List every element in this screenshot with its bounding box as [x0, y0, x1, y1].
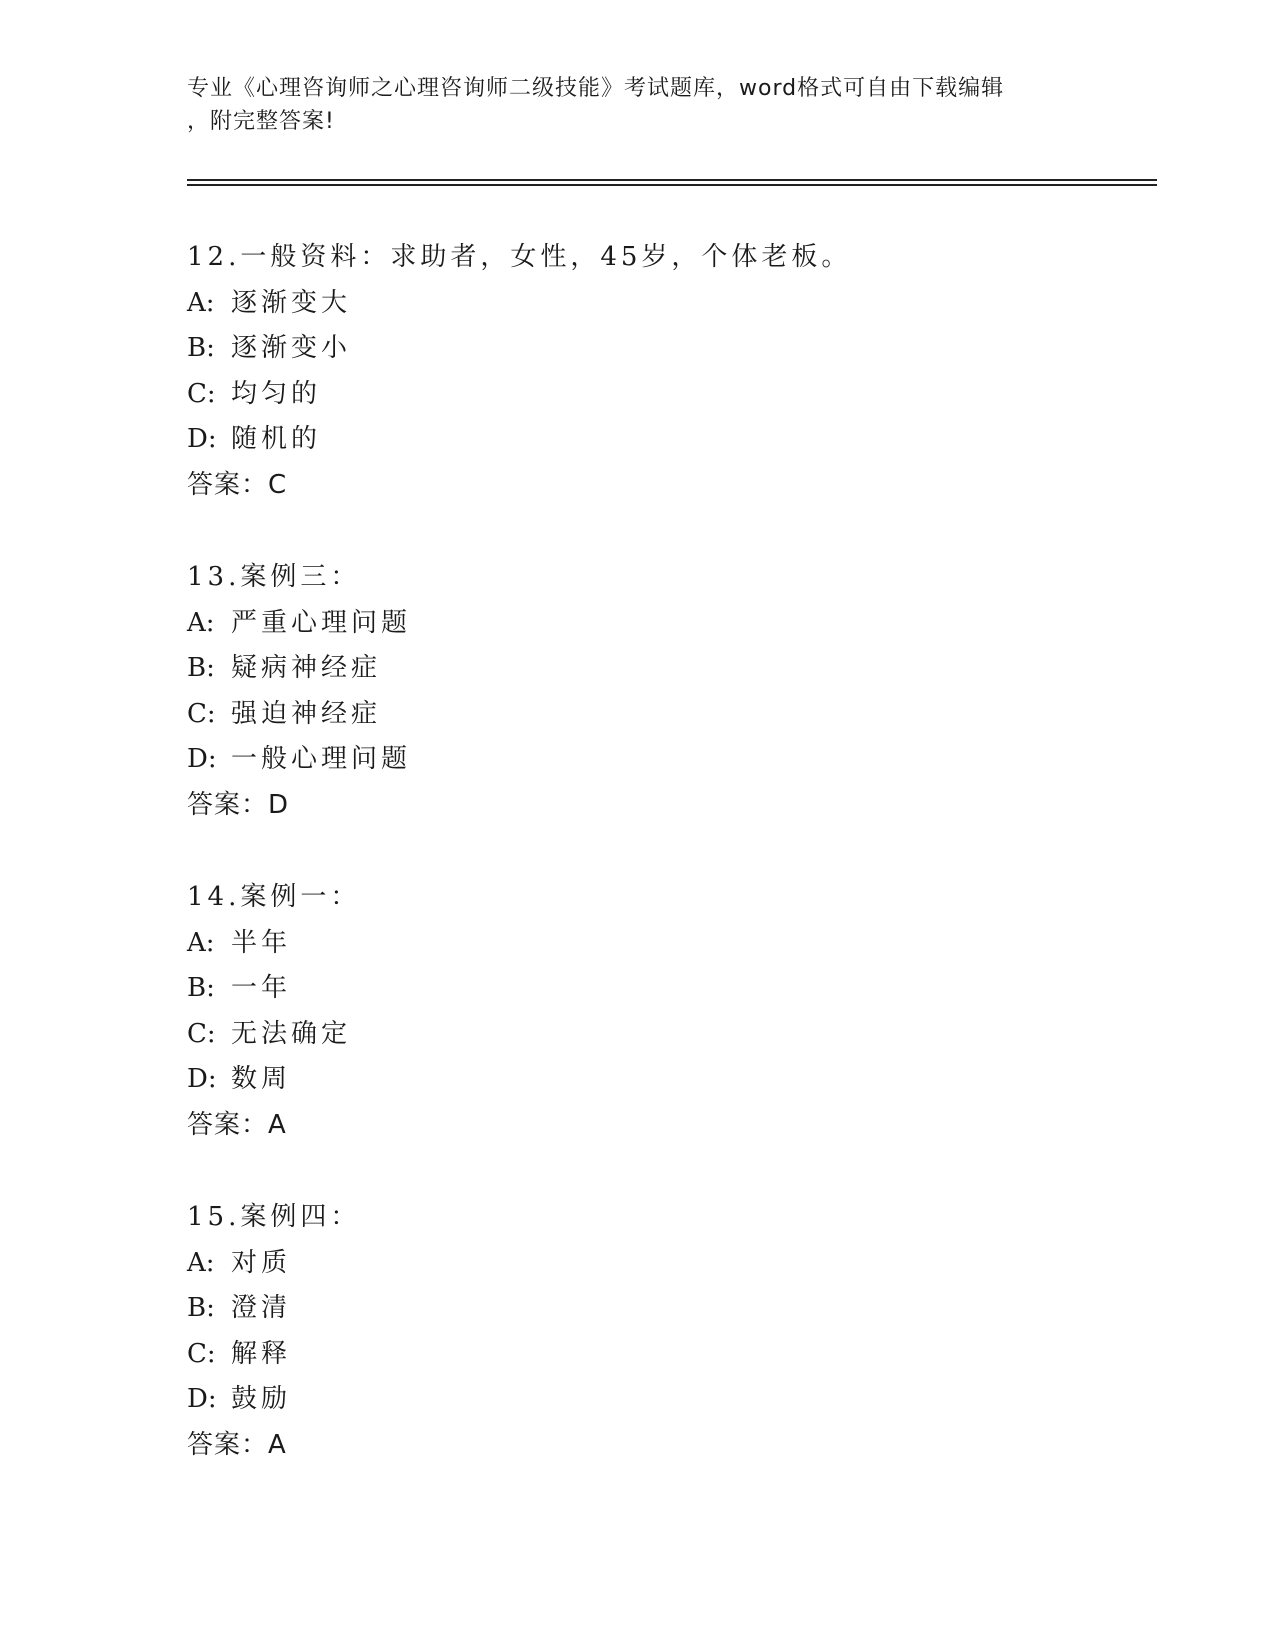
option-text: 均匀的: [231, 378, 322, 409]
option-d: [187, 1057, 1087, 1103]
option-text: 对质: [231, 1247, 292, 1278]
answer: 答案：C: [187, 469, 288, 500]
header-divider-bottom: [187, 184, 1157, 186]
option-text: 鼓励: [231, 1384, 292, 1415]
answer: 答案：A: [187, 1429, 287, 1460]
option-label: A:: [187, 1247, 215, 1278]
option-b: [187, 326, 1087, 372]
option-a: [187, 921, 1087, 967]
option-text: 数周: [231, 1064, 292, 1095]
header-line-2: ，附完整答案!: [187, 109, 335, 134]
option-label: A:: [187, 607, 215, 638]
option-b: [187, 1286, 1087, 1332]
question-block: [187, 875, 1087, 1149]
option-text: 一般心理问题: [231, 744, 412, 775]
option-text: 无法确定: [231, 1018, 352, 1049]
option-text: 半年: [231, 927, 292, 958]
option-c: [187, 1332, 1087, 1378]
question-block: [187, 235, 1087, 509]
option-d: [187, 417, 1087, 463]
option-d: [187, 737, 1087, 783]
option-b: [187, 646, 1087, 692]
option-d: [187, 1377, 1087, 1423]
question-block: [187, 555, 1087, 829]
header-line-1: 专业《心理咨询师之心理咨询师二级技能》考试题库，word格式可自由下载编辑: [187, 76, 1005, 101]
option-text: 严重心理问题: [231, 607, 412, 638]
option-label: B:: [187, 333, 215, 364]
option-label: D:: [187, 1064, 217, 1095]
document-header: [187, 72, 1087, 138]
option-b: [187, 966, 1087, 1012]
option-a: [187, 281, 1087, 327]
option-text: 逐渐变大: [231, 287, 352, 318]
question-title: 13.案例三：: [187, 562, 361, 592]
option-text: 一年: [231, 973, 292, 1004]
option-text: 强迫神经症: [231, 698, 382, 729]
option-c: [187, 372, 1087, 418]
option-c: [187, 1012, 1087, 1058]
option-text: 澄清: [231, 1293, 292, 1324]
option-label: D:: [187, 744, 217, 775]
option-label: C:: [187, 1338, 216, 1369]
option-text: 解释: [231, 1338, 292, 1369]
option-label: D:: [187, 424, 217, 455]
answer: 答案：A: [187, 1109, 287, 1140]
option-label: B:: [187, 1293, 215, 1324]
option-label: A:: [187, 287, 215, 318]
option-label: C:: [187, 698, 216, 729]
header-divider-top: [187, 179, 1157, 181]
option-a: [187, 601, 1087, 647]
option-label: B:: [187, 973, 215, 1004]
question-title: 14.案例一：: [187, 882, 361, 912]
option-label: C:: [187, 1018, 216, 1049]
option-c: [187, 692, 1087, 738]
answer: 答案：D: [187, 789, 290, 820]
option-label: C:: [187, 378, 216, 409]
question-block: [187, 1195, 1087, 1469]
option-label: B:: [187, 653, 215, 684]
question-title: 12.一般资料：求助者，女性，45岁，个体老板。: [187, 242, 852, 272]
option-label: D:: [187, 1384, 217, 1415]
option-text: 疑病神经症: [231, 653, 382, 684]
option-text: 逐渐变小: [231, 333, 352, 364]
question-title: 15.案例四：: [187, 1202, 361, 1232]
option-text: 随机的: [231, 424, 322, 455]
option-a: [187, 1241, 1087, 1287]
option-label: A:: [187, 927, 215, 958]
